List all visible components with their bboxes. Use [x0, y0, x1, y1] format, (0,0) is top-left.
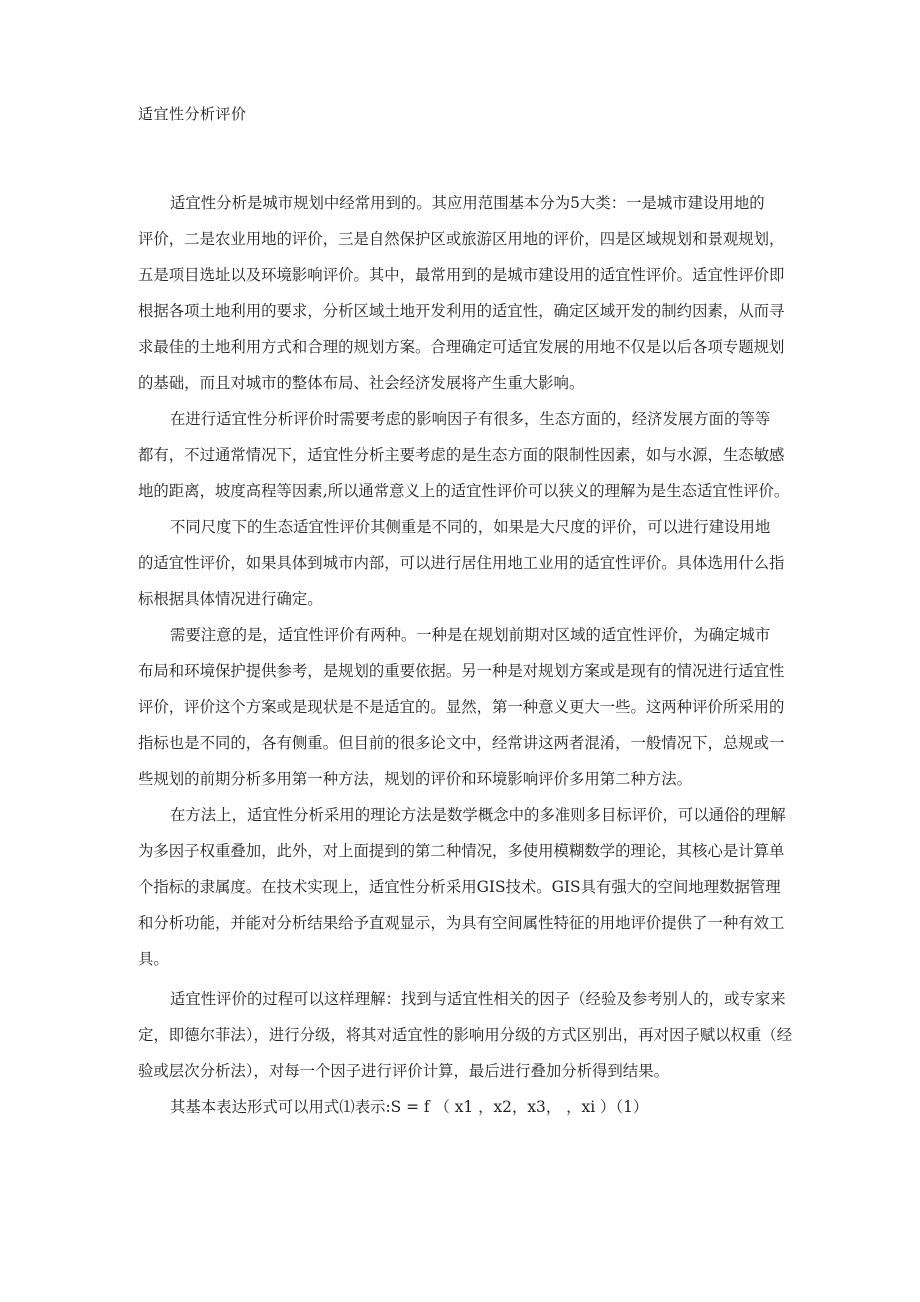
- text-line: 和分析功能，并能对分析结果给予直观显示，为具有空间属性特征的用地评价提供了一种有效工: [138, 914, 785, 932]
- text-line: 在进行适宜性分析评价时需要考虑的影响因子有很多，生态方面的，经济发展方面的等等: [170, 410, 771, 428]
- text-line: 适宜性分析是城市规划中经常用到的。其应用范围基本分为5大类：一是城市建设用地的: [170, 194, 765, 212]
- text-line: 具。: [138, 950, 169, 968]
- text-line: 求最佳的土地利用方式和合理的规划方案。合理确定可适宜发展的用地不仅是以后各项专题规划: [138, 338, 785, 356]
- text-line: 不同尺度下的生态适宜性评价其侧重是不同的，如果是大尺度的评价，可以进行建设用地: [170, 518, 771, 536]
- text-line: 在方法上，适宜性分析采用的理论方法是数学概念中的多准则多目标评价，可以通俗的理解: [170, 806, 786, 824]
- text-line: 适宜性评价的过程可以这样理解：找到与适宜性相关的因子（经验及参考别人的，或专家来: [170, 990, 786, 1008]
- text-line: 的基础，而且对城市的整体布局、社会经济发展将产生重大影响。: [138, 374, 585, 392]
- text-line: 些规划的前期分析多用第一种方法，规划的评价和环境影响评价多用第二种方法。: [138, 770, 693, 788]
- text-line: 个指标的隶属度。在技术实现上，适宜性分析采用GIS技术。GIS具有强大的空间地理数据管理: [138, 878, 781, 896]
- text-line: 都有，不过通常情况下，适宜性分析主要考虑的是生态方面的限制性因素，如与水源，生态敏感: [138, 446, 785, 464]
- text-line: 布局和环境保护提供参考，是规划的重要依据。另一种是对规划方案或是现有的情况进行适宜性: [138, 662, 785, 680]
- text-line: 验或层次分析法），对每一个因子进行评价计算，最后进行叠加分析得到结果。: [138, 1062, 669, 1080]
- text-line: 的适宜性评价，如果具体到城市内部，可以进行居住用地工业用的适宜性评价。具体选用什么指: [138, 554, 785, 572]
- text-line: 评价，二是农业用地的评价，三是自然保护区或旅游区用地的评价，四是区域规划和景观规划，: [138, 230, 785, 248]
- text-line: 为多因子权重叠加，此外，对上面提到的第二种情况，多使用模糊数学的理论，其核心是计算单: [138, 842, 785, 860]
- formula-line: 其基本表达形式可以用式⑴表示:S = f （ x1 ，x2，x3， ，xi ）（1）: [170, 1098, 649, 1116]
- text-line: 地的距离，坡度高程等因素,所以通常意义上的适宜性评价可以狭义的理解为是生态适宜性评价。: [138, 482, 790, 500]
- text-line: 根据各项土地利用的要求，分析区域土地开发利用的适宜性，确定区域开发的制约因素，从而寻: [138, 302, 785, 320]
- text-line: 指标也是不同的，各有侧重。但目前的很多论文中，经常讲这两者混淆，一般情况下，总规或一: [138, 734, 785, 752]
- text-line: 评价，评价这个方案或是现状是不是适宜的。显然，第一种意义更大一些。这两种评价所采用的: [138, 698, 785, 716]
- document-title: 适宜性分析评价: [138, 105, 247, 123]
- text-line: 定，即德尔菲法），进行分级，将其对适宜性的影响用分级的方式区别出，再对因子赋以权重（经: [138, 1026, 793, 1044]
- text-line: 标根据具体情况进行确定。: [138, 590, 323, 608]
- text-line: 需要注意的是，适宜性评价有两种。一种是在规划前期对区域的适宜性评价，为确定城市: [170, 626, 771, 644]
- text-line: 五是项目选址以及环境影响评价。其中，最常用到的是城市建设用的适宜性评价。适宜性评价即: [138, 266, 785, 284]
